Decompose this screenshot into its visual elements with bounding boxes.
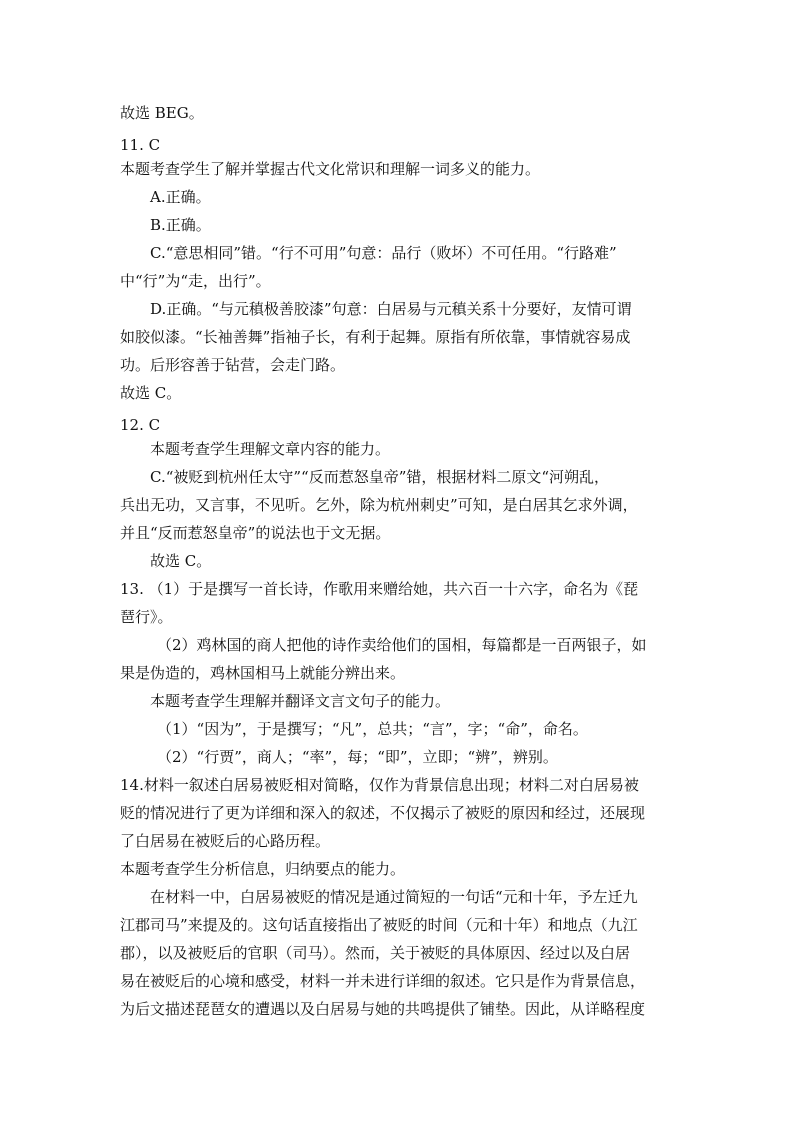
answer-line: 中“行”为“走，出行”。 <box>120 272 271 290</box>
answer-line: 了白居易在被贬后的心路历程。 <box>120 832 331 850</box>
answer-line: 贬的情况进行了更为详细和深入的叙述，不仅揭示了被贬的原因和经过，还展现 <box>120 804 646 822</box>
answer-line: 并且“反而惹怒皇帝”的说法也于文无据。 <box>120 524 391 542</box>
answer-line: 故选 BEG。 <box>120 104 204 122</box>
answer-line: 江郡司马”来提及的。这句话直接指出了被贬的时间（元和十年）和地点（九江 <box>120 916 638 934</box>
answer-line: （2）鸡林国的商人把他的诗作卖给他们的国相，每篇都是一百两银子，如 <box>157 636 647 654</box>
question-number: 13. （1）于是撰写一首长诗，作歌用来赠给她，共六百一十六字，命名为《琵 <box>120 580 639 598</box>
answer-line: 如胶似漆。“长袖善舞”指袖子长，有利于起舞。原指有所依靠，事情就容易成 <box>120 328 631 346</box>
answer-line: （2）“行贾”，商人；“率”，每；“即”，立即；“辨”，辨别。 <box>157 748 558 766</box>
question-number: 12. C <box>120 416 161 434</box>
answer-line: 郡），以及被贬后的官职（司马）。然而，关于被贬的具体原因、经过以及白居 <box>120 944 631 962</box>
answer-line: 本题考查学生分析信息，归纳要点的能力。 <box>120 860 406 878</box>
answer-line: 故选 C。 <box>150 552 212 570</box>
answer-line: D.正确。“与元稹极善胶漆”句意：白居易与元稹关系十分要好，友情可谓 <box>150 300 632 318</box>
answer-line: C.“被贬到杭州任太守”“反而惹怒皇帝”错，根据材料二原文“河朔乱， <box>150 468 610 486</box>
answer-line: 本题考查学生理解并翻译文言文句子的能力。 <box>150 692 451 710</box>
answer-line: 在材料一中，白居易被贬的情况是通过简短的一句话“元和十年，予左迁九 <box>150 888 638 906</box>
answer-line: A.正确。 <box>150 188 211 206</box>
answer-line: 易在被贬后的心境和感受，材料一并未进行详细的叙述。它只是作为背景信息， <box>120 972 646 990</box>
answer-line: 琶行》。 <box>120 608 173 626</box>
answer-line: 功。后形容善于钻营，会走门路。 <box>120 356 346 374</box>
question-number: 11. C <box>120 136 161 154</box>
answer-line: 兵出无功，又言事，不见听。乞外，除为杭州刺史”可知，是白居其乞求外调， <box>120 496 638 514</box>
answer-line: 故选 C。 <box>120 384 182 402</box>
answer-line: 果是伪造的，鸡林国相马上就能分辨出来。 <box>120 664 406 682</box>
question-number: 14.材料一叙述白居易被贬相对简略，仅作为背景信息出现；材料二对白居易被 <box>120 776 639 794</box>
answer-line: 本题考查学生理解文章内容的能力。 <box>150 440 391 458</box>
answer-line: （1）“因为”，于是撰写；“凡”，总共；“言”，字；“命”，命名。 <box>157 720 588 738</box>
answer-line: B.正确。 <box>150 216 211 234</box>
answer-line: 本题考查学生了解并掌握古代文化常识和理解一词多义的能力。 <box>120 160 541 178</box>
answer-line: C.“意思相同”错。“行不可用”句意：品行（败坏）不可任用。“行路难” <box>150 244 617 262</box>
answer-line: 为后文描述琵琶女的遭遇以及白居易与她的共鸣提供了铺垫。因此，从详略程度 <box>120 1000 646 1018</box>
